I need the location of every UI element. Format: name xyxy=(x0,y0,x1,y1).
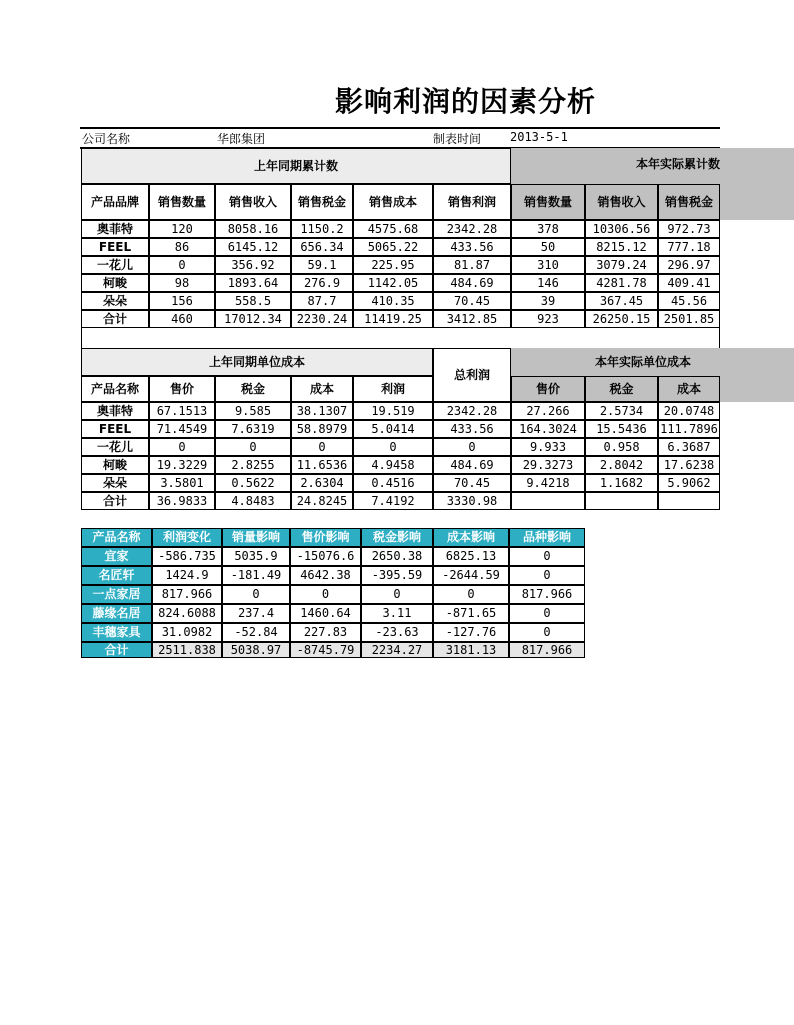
table-cell: 70.45 xyxy=(433,292,511,310)
table-cell: 1150.2 xyxy=(291,220,353,238)
row-label: 合计 xyxy=(81,642,152,658)
table-cell: 0 xyxy=(509,623,585,642)
row-label: 藤缘名居 xyxy=(81,604,152,623)
table-cell: 3330.98 xyxy=(433,492,511,510)
table-cell: 9.933 xyxy=(511,438,585,456)
table-cell: 2.8042 xyxy=(585,456,658,474)
column-header: 产品品牌 xyxy=(81,184,149,220)
column-header: 成本影响 xyxy=(433,528,509,547)
total-profit-header: 总利润 xyxy=(433,348,511,402)
table-cell: -52.84 xyxy=(222,623,290,642)
table-cell: 2650.38 xyxy=(361,547,433,566)
table-cell: 296.97 xyxy=(658,256,720,274)
row-label: 一花儿 xyxy=(81,438,149,456)
row-label: 合计 xyxy=(81,310,149,328)
column-header: 成本 xyxy=(291,376,353,402)
column-header: 销售成本 xyxy=(353,184,433,220)
table-cell: 0.958 xyxy=(585,438,658,456)
table-cell: 5038.97 xyxy=(222,642,290,658)
table-cell: 0 xyxy=(433,585,509,604)
table-cell: 0 xyxy=(291,438,353,456)
table-cell: 120 xyxy=(149,220,215,238)
table-cell: 26250.15 xyxy=(585,310,658,328)
table-cell: 4.8483 xyxy=(215,492,291,510)
group-header-prev: 上年同期单位成本 xyxy=(81,348,433,376)
table-cell: 0 xyxy=(509,566,585,585)
table-cell: 0 xyxy=(222,585,290,604)
table-cell: 5.0414 xyxy=(353,420,433,438)
table-cell: 923 xyxy=(511,310,585,328)
table-cell: 2230.24 xyxy=(291,310,353,328)
table-cell: 6.3687 xyxy=(658,438,720,456)
table-cell: 156 xyxy=(149,292,215,310)
table-cell: 6825.13 xyxy=(433,547,509,566)
row-label: 朵朵 xyxy=(81,292,149,310)
column-header: 售价 xyxy=(149,376,215,402)
table-cell: 164.3024 xyxy=(511,420,585,438)
table-cell: 378 xyxy=(511,220,585,238)
table-cell: 237.4 xyxy=(222,604,290,623)
table-cell: 6145.12 xyxy=(215,238,291,256)
table-cell: 7.6319 xyxy=(215,420,291,438)
row-label: 名匠轩 xyxy=(81,566,152,585)
column-header: 品种影响 xyxy=(509,528,585,547)
table-cell: 27.266 xyxy=(511,402,585,420)
table-cell: 98 xyxy=(149,274,215,292)
column-header: 销售收入 xyxy=(215,184,291,220)
table-cell: -8745.79 xyxy=(290,642,361,658)
column-header: 产品名称 xyxy=(81,376,149,402)
table-cell: 0 xyxy=(361,585,433,604)
table-cell: 410.35 xyxy=(353,292,433,310)
column-header: 税金 xyxy=(585,376,658,402)
table-cell: -2644.59 xyxy=(433,566,509,585)
column-header: 税金 xyxy=(215,376,291,402)
table-cell: 0 xyxy=(215,438,291,456)
row-label: 丰穗家具 xyxy=(81,623,152,642)
table-cell: 7.4192 xyxy=(353,492,433,510)
table-cell: 3181.13 xyxy=(433,642,509,658)
table-cell: 460 xyxy=(149,310,215,328)
table-cell: 9.4218 xyxy=(511,474,585,492)
table-cell: 2234.27 xyxy=(361,642,433,658)
group-header-curr: 本年实际累计数 xyxy=(511,148,794,220)
grey-panel-fill xyxy=(720,376,794,402)
table-cell: -15076.6 xyxy=(290,547,361,566)
table-cell: 4281.78 xyxy=(585,274,658,292)
page-title: 影响利润的因素分析 xyxy=(335,85,597,118)
table-cell: 45.56 xyxy=(658,292,720,310)
table-cell: 409.41 xyxy=(658,274,720,292)
table-cell: 36.9833 xyxy=(149,492,215,510)
table-cell: 17.6238 xyxy=(658,456,720,474)
table-cell: 38.1307 xyxy=(291,402,353,420)
table-cell: 2.5734 xyxy=(585,402,658,420)
column-header: 销售收入 xyxy=(585,184,658,220)
table-cell: 1893.64 xyxy=(215,274,291,292)
table-cell: 3.11 xyxy=(361,604,433,623)
table-cell: 24.8245 xyxy=(291,492,353,510)
table-cell: 0 xyxy=(149,256,215,274)
row-label: 奥菲特 xyxy=(81,402,149,420)
row-label: 宜家 xyxy=(81,547,152,566)
table-cell: 225.95 xyxy=(353,256,433,274)
table-cell: 0 xyxy=(509,604,585,623)
table-cell: 20.0748 xyxy=(658,402,720,420)
spacer-row xyxy=(81,328,720,348)
row-label: 一花儿 xyxy=(81,256,149,274)
table-cell: 0.5622 xyxy=(215,474,291,492)
table-cell: 111.7896 xyxy=(658,420,720,438)
row-label: 合计 xyxy=(81,492,149,510)
table-cell xyxy=(511,492,585,510)
table-cell xyxy=(658,492,720,510)
table-cell: 3412.85 xyxy=(433,310,511,328)
column-header: 销售利润 xyxy=(433,184,511,220)
table-cell: 433.56 xyxy=(433,420,511,438)
table-cell: 11.6536 xyxy=(291,456,353,474)
table-cell: 29.3273 xyxy=(511,456,585,474)
table-cell: 70.45 xyxy=(433,474,511,492)
table-cell: 19.519 xyxy=(353,402,433,420)
table-cell: 0 xyxy=(433,438,511,456)
column-header: 售价影响 xyxy=(290,528,361,547)
table-cell: 11419.25 xyxy=(353,310,433,328)
table-cell: 58.8979 xyxy=(291,420,353,438)
table-cell: 484.69 xyxy=(433,456,511,474)
table-cell: 1142.05 xyxy=(353,274,433,292)
row-label: 奥菲特 xyxy=(81,220,149,238)
table-cell: 50 xyxy=(511,238,585,256)
table-cell: 0 xyxy=(290,585,361,604)
table-cell: 972.73 xyxy=(658,220,720,238)
column-header: 销售税金 xyxy=(658,184,720,220)
column-header: 销售数量 xyxy=(511,184,585,220)
table-cell: 824.6088 xyxy=(152,604,222,623)
row-label: 一点家居 xyxy=(81,585,152,604)
row-label: 柯畯 xyxy=(81,456,149,474)
table-cell: 59.1 xyxy=(291,256,353,274)
table-cell: 10306.56 xyxy=(585,220,658,238)
column-header: 产品名称 xyxy=(81,528,152,547)
group-header-curr: 本年实际单位成本 xyxy=(511,348,794,376)
date-value: 2013-5-1 xyxy=(510,130,568,144)
table-cell: 817.966 xyxy=(509,585,585,604)
table-cell: 2501.85 xyxy=(658,310,720,328)
date-label: 制表时间 xyxy=(433,132,482,146)
table-cell: 9.585 xyxy=(215,402,291,420)
column-header: 利润 xyxy=(353,376,433,402)
table-cell: 5035.9 xyxy=(222,547,290,566)
column-header: 销量影响 xyxy=(222,528,290,547)
table-cell: 31.0982 xyxy=(152,623,222,642)
table-cell: 0 xyxy=(353,438,433,456)
table-cell: 8058.16 xyxy=(215,220,291,238)
table-cell: -23.63 xyxy=(361,623,433,642)
row-label: FEEL xyxy=(81,420,149,438)
table-cell: 67.1513 xyxy=(149,402,215,420)
table-cell: 276.9 xyxy=(291,274,353,292)
column-header: 销售税金 xyxy=(291,184,353,220)
table-cell: 227.83 xyxy=(290,623,361,642)
table-cell: 2.6304 xyxy=(291,474,353,492)
table-cell: 81.87 xyxy=(433,256,511,274)
group-header-prev: 上年同期累计数 xyxy=(81,148,511,184)
table-cell xyxy=(585,492,658,510)
table-cell: 310 xyxy=(511,256,585,274)
table-cell: 15.5436 xyxy=(585,420,658,438)
table-cell: 356.92 xyxy=(215,256,291,274)
table-cell: 1460.64 xyxy=(290,604,361,623)
column-header: 销售数量 xyxy=(149,184,215,220)
row-label: 朵朵 xyxy=(81,474,149,492)
table-cell: 367.45 xyxy=(585,292,658,310)
table-cell: 2511.838 xyxy=(152,642,222,658)
header-top-rule xyxy=(80,127,720,129)
table-cell: 87.7 xyxy=(291,292,353,310)
column-header: 成本 xyxy=(658,376,720,402)
table-cell: 2342.28 xyxy=(433,220,511,238)
table-cell: 656.34 xyxy=(291,238,353,256)
table-cell: -181.49 xyxy=(222,566,290,585)
table-cell: 0 xyxy=(149,438,215,456)
table-cell: 2.8255 xyxy=(215,456,291,474)
column-header: 利润变化 xyxy=(152,528,222,547)
company-label: 公司名称 xyxy=(82,132,131,146)
table-cell: 4575.68 xyxy=(353,220,433,238)
table-cell: 19.3229 xyxy=(149,456,215,474)
table-cell: 4642.38 xyxy=(290,566,361,585)
column-header: 售价 xyxy=(511,376,585,402)
table-cell: -871.65 xyxy=(433,604,509,623)
table-cell: 39 xyxy=(511,292,585,310)
table-cell: 5065.22 xyxy=(353,238,433,256)
table-cell: 817.966 xyxy=(152,585,222,604)
table-cell: 1424.9 xyxy=(152,566,222,585)
table-cell: 71.4549 xyxy=(149,420,215,438)
table-cell: 3079.24 xyxy=(585,256,658,274)
table-cell: 2342.28 xyxy=(433,402,511,420)
table-cell: -127.76 xyxy=(433,623,509,642)
table-cell: 8215.12 xyxy=(585,238,658,256)
table-cell: 558.5 xyxy=(215,292,291,310)
table-cell: 4.9458 xyxy=(353,456,433,474)
table-cell: 5.9062 xyxy=(658,474,720,492)
row-label: 柯畯 xyxy=(81,274,149,292)
table-cell: 777.18 xyxy=(658,238,720,256)
table-cell: 3.5801 xyxy=(149,474,215,492)
table-cell: -395.59 xyxy=(361,566,433,585)
row-label: FEEL xyxy=(81,238,149,256)
column-header: 税金影响 xyxy=(361,528,433,547)
table-cell: 146 xyxy=(511,274,585,292)
table-cell: 86 xyxy=(149,238,215,256)
company-value: 华郎集团 xyxy=(217,132,266,146)
table-cell: 17012.34 xyxy=(215,310,291,328)
table-cell: 484.69 xyxy=(433,274,511,292)
table-cell: 0.4516 xyxy=(353,474,433,492)
table-cell: -586.735 xyxy=(152,547,222,566)
table-cell: 0 xyxy=(509,547,585,566)
table-cell: 1.1682 xyxy=(585,474,658,492)
table-cell: 433.56 xyxy=(433,238,511,256)
table-cell: 817.966 xyxy=(509,642,585,658)
